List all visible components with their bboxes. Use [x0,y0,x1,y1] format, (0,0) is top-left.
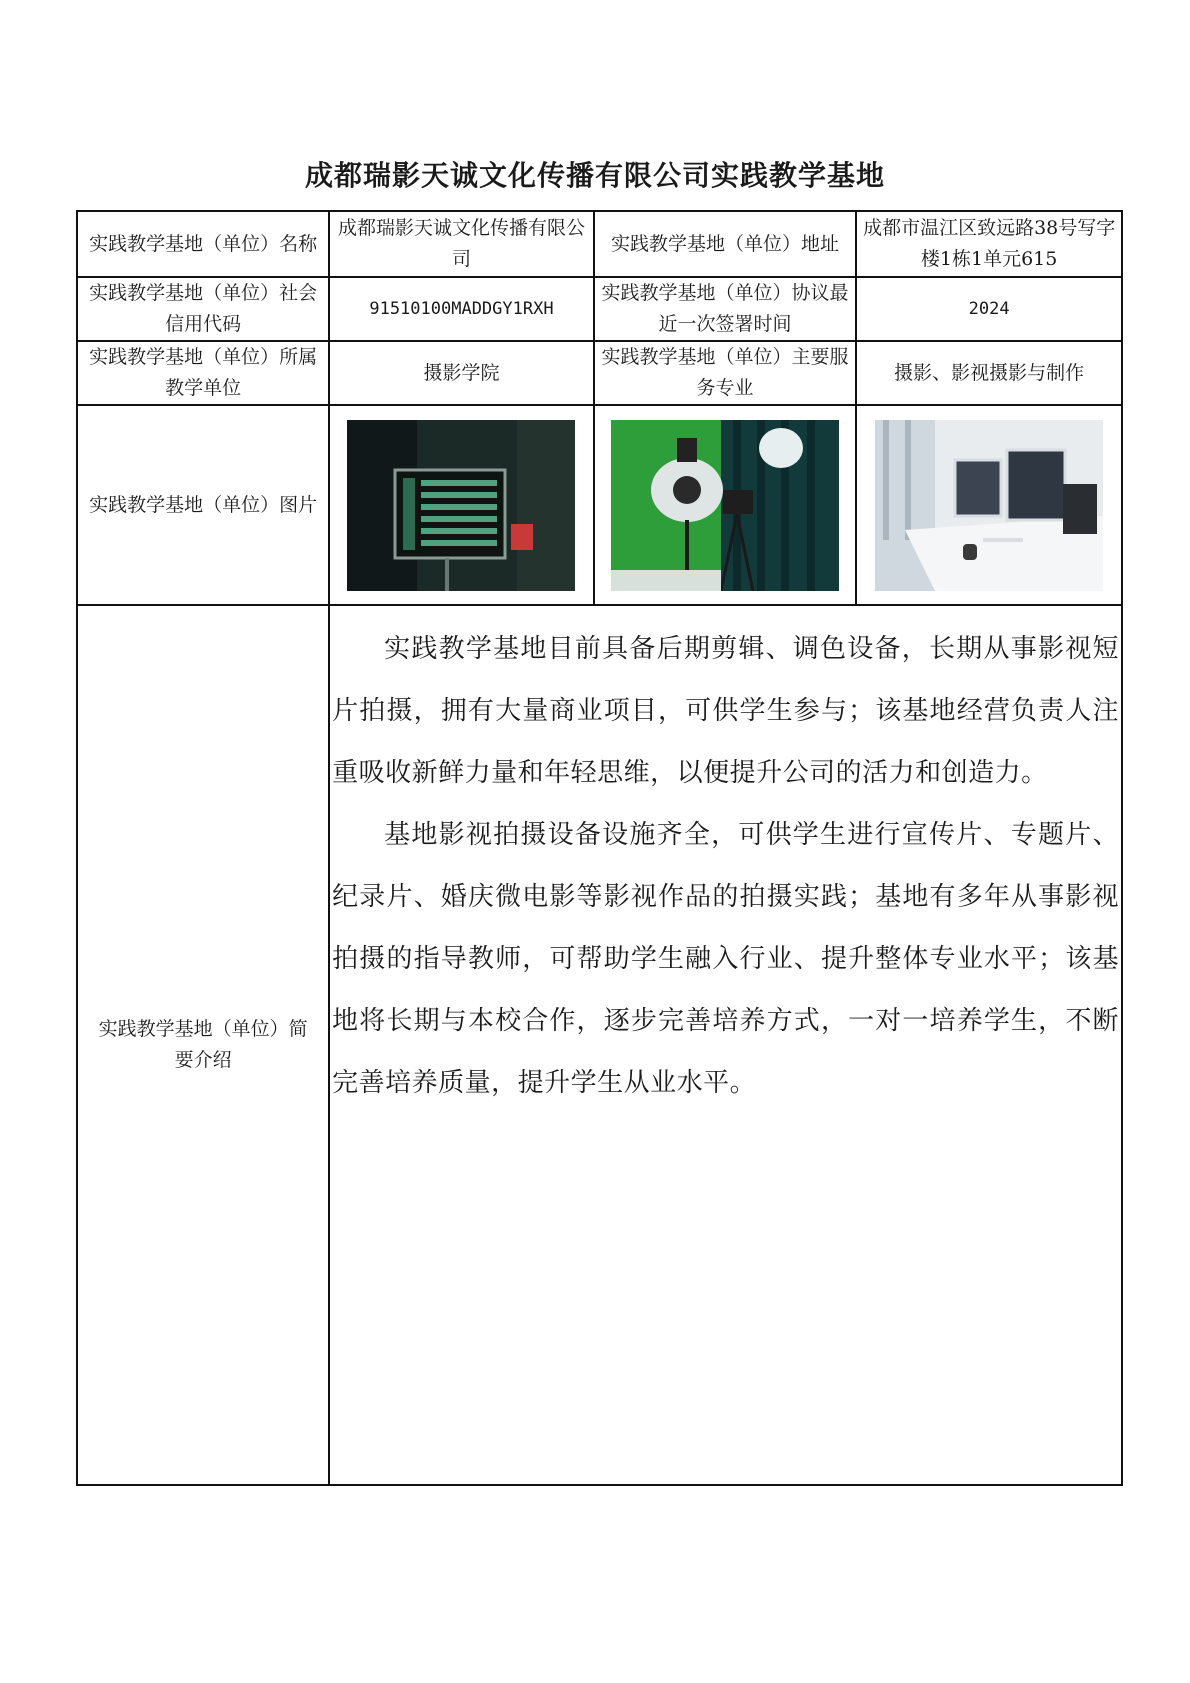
intro-label: 实践教学基地（单位）简要介绍 [77,605,329,1485]
unit-value: 摄影学院 [329,341,594,405]
intro-cell [329,605,1122,1485]
row-credit-agreement [77,277,1122,341]
photo-cell-2 [594,405,857,605]
intro-text [332,618,1119,1114]
row-unit-major [77,341,1122,405]
photo-green-screen-studio [611,420,839,591]
intro-paragraph: 基地影视拍摄设备设施齐全，可供学生进行宣传片、专题片、纪录片、婚庆微电影等影视作品的拍摄实践；基地有多年从事影视拍摄的指导教师，可帮助学生融入行业、提升整体专业水平；该基地将长期与本校合作，逐步完善培养方式，一对一培养学生，不断完善培养质量，提升学生从业水平。 [332,820,1119,1098]
photo-cell-3 [856,405,1122,605]
page-title: 成都瑞影天诚文化传播有限公司实践教学基地 [304,159,885,192]
address-label: 实践教学基地（单位）地址 [594,211,857,277]
name-label: 实践教学基地（单位）名称 [77,211,329,277]
row-photos [77,405,1122,605]
photo-cell-1 [329,405,594,605]
credit-label: 实践教学基地（单位）社会信用代码 [77,277,329,341]
row-name-address [77,211,1122,277]
name-value: 成都瑞影天诚文化传播有限公司 [329,211,594,277]
photo-editing-office [875,420,1103,591]
major-label: 实践教学基地（单位）主要服务专业 [594,341,857,405]
intro-paragraph: 实践教学基地目前具备后期剪辑、调色设备，长期从事影视短片拍摄，拥有大量商业项目，可供学生参与；该基地经营负责人注重吸收新鲜力量和年轻思维，以便提升公司的活力和创造力。 [332,634,1119,788]
row-intro [77,605,1122,1485]
photo-directory-sign [347,420,575,591]
unit-label: 实践教学基地（单位）所属教学单位 [77,341,329,405]
agreement-label: 实践教学基地（单位）协议最近一次签署时间 [594,277,857,341]
major-value: 摄影、影视摄影与制作 [856,341,1122,405]
credit-value: 91510100MADDGY1RXH [329,277,594,341]
photos-label: 实践教学基地（单位）图片 [77,405,329,605]
address-value: 成都市温江区致远路38号写字楼1栋1单元615 [856,211,1122,277]
base-info-table [76,210,1123,1486]
agreement-value: 2024 [856,277,1122,341]
